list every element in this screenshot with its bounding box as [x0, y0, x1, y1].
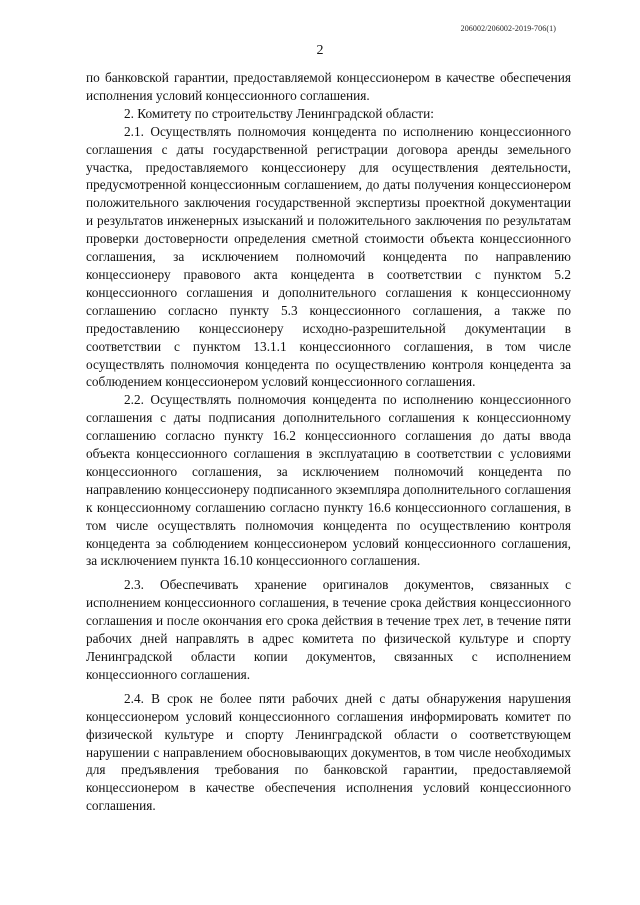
paragraph-2-3: 2.3. Обеспечивать хранение оригиналов документов, связанных с исполнением концессионного соглашения, в течение срока действия концессионного соглашения и после окончания его срока действия в течение трех лет, в течение пяти рабочих дней направлять в адрес комитета по физической культуре и спорту Ленинградской области копии документов, связанных с исполнением концессионного соглашения. [86, 577, 571, 682]
paragraph-2-2: 2.2. Осуществлять полномочия концедента по исполнению концессионного соглашения с даты подписания дополнительного соглашения к концессионному соглашению согласно пункту 16.2 концессионного соглашения до даты ввода объекта концессионного соглашения в эксплуатацию в соответствии с условиями концессионного соглашения, за исключением полномочий концедента по направлению концессионеру подписанного экземпляра дополнительного соглашения к концессионному соглашению согласно пункту 16.6 концессионного соглашения, в том числе осуществлять полномочия концедента по осуществлению контроля концедента за соблюдением концессионером условий концессионного соглашения, за исключением пункта 16.10 концессионного соглашения. [86, 392, 571, 569]
document-body [86, 69, 571, 815]
paragraph-continuation: по банковской гарантии, предоставляемой концессионером в качестве обеспечения исполнения условий концессионного соглашения. [86, 70, 571, 103]
page-number: 2 [316, 43, 324, 58]
paragraph-2-4: 2.4. В срок не более пяти рабочих дней с даты обнаружения нарушения концессионером условий концессионного соглашения информировать комитет по физической культуре и спорту Ленинградской области о соответствующем нарушении с направлением обосновывающих документов, в том числе необходимых для предъявления требования по банковской гарантии, предоставляемой концессионером в качестве обеспечения исполнения условий концессионного соглашения. [86, 690, 571, 814]
paragraph-2-1: 2.1. Осуществлять полномочия концедента по исполнению концессионного соглашения с даты государственной регистрации договора аренды земельного участка, предоставляемого концессионеру для осуществления деятельности, предусмотренной концессионным соглашением, до даты получения концессионером положительного заключения государственной экспертизы проектной документации и результатов инженерных изысканий и положительного заключения по результатам проверки достоверности определения сметной стоимости объекта концессионного соглашения, за исключением полномочий концедента по направлению концессионеру правового акта концедента в соответствии с пунктом 5.2 концессионного соглашения и дополнительного соглашения к концессионному соглашению согласно пункту 5.3 концессионного соглашения, а также по предоставлению концессионеру исходно-разрешительной документации в соответствии с пунктом 13.1.1 концессионного соглашения, в том числе осуществлять полномочия концедента по осуществлению контроля концедента за соблюдением концессионером условий концессионного соглашения. [86, 123, 571, 390]
document-id: 206002/206002-2019-706(1) [460, 24, 556, 33]
section-heading: 2. Комитету по строительству Ленинградской области: [124, 105, 434, 121]
